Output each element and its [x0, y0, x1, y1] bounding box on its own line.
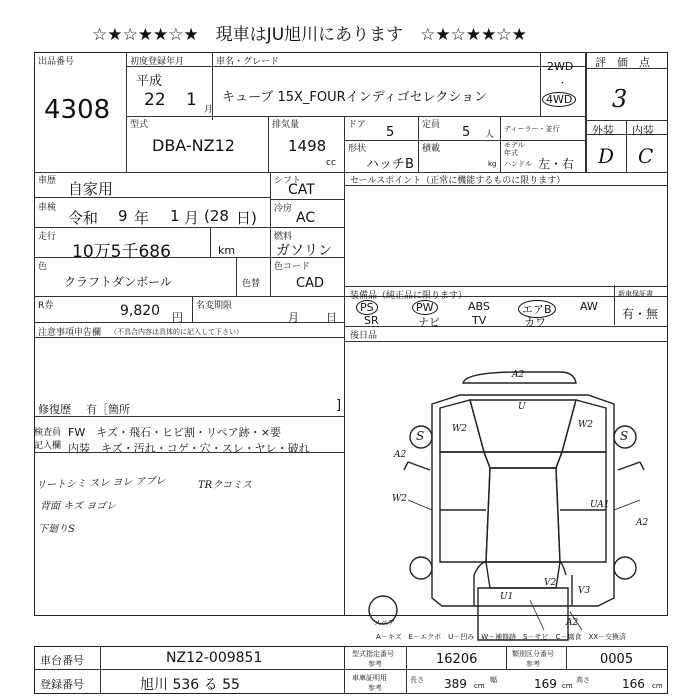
cert-label: 車庫証明用 — [352, 674, 387, 682]
shift-label: シフト — [274, 176, 302, 186]
equip-aw: AW — [580, 300, 598, 313]
dealer-label: ディーラー・並行 — [504, 125, 560, 133]
mirror-left — [404, 462, 430, 470]
mileage-label: 走行 — [38, 232, 57, 242]
handle-value: 左・右 — [538, 157, 575, 171]
cat-ref: 参考 — [368, 660, 382, 668]
equipment-label: 装備品（純正品に限ります） — [350, 291, 468, 301]
int-grade: C — [638, 144, 654, 168]
repair-bracket: ] — [336, 398, 342, 413]
mirror-right — [618, 462, 644, 470]
equip-tv: TV — [472, 314, 487, 327]
doors-label: ドア — [348, 120, 366, 130]
repair-label: 修復歴 — [38, 403, 71, 416]
int-label: 内装 — [632, 124, 654, 137]
roof — [486, 468, 560, 562]
r-tax-label: R券 — [38, 301, 54, 311]
mileage-value: 10万5千686 — [72, 242, 171, 262]
post-install-label: 後日品 — [350, 331, 378, 341]
cat-value: 16206 — [436, 652, 478, 667]
shaken-era: 令和 — [68, 209, 99, 227]
shaken-month: 1 — [170, 207, 180, 225]
r-tax-value: 9,820 — [120, 303, 161, 319]
ac-label: 冷房 — [274, 204, 293, 214]
ext-label: 外装 — [592, 124, 614, 137]
h-unit: cm — [652, 682, 663, 690]
drive-4wd: 4WD — [542, 92, 576, 107]
lot-number: 4308 — [44, 95, 111, 125]
displacement-label: 排気量 — [272, 120, 300, 130]
displacement-value: 1498 — [288, 137, 327, 155]
inspector-label2: 記入欄 — [34, 441, 62, 451]
cat-label: 型式指定番号 — [352, 650, 394, 658]
diag-a2-left: A2 — [394, 450, 407, 460]
diag-v3: V3 — [578, 586, 591, 596]
chassis-label: 車台番号 — [40, 654, 84, 667]
chassis-value: NZ12-009851 — [166, 650, 263, 666]
grade-label: 評 価 点 — [595, 56, 650, 69]
seats-unit: 人 — [485, 130, 495, 140]
diag-w2-left: W2 — [452, 424, 467, 434]
ac-value: AC — [296, 210, 316, 226]
load-unit: kg — [488, 160, 497, 168]
len-value: 389 — [444, 677, 467, 691]
history-value: 自家用 — [68, 180, 114, 198]
plate-label: 登録番号 — [40, 678, 84, 691]
r-tax-unit: 円 — [172, 311, 183, 324]
shaken-tsuki: 月 — [184, 209, 200, 227]
shaken-label: 車検 — [38, 203, 57, 213]
w-label: 幅 — [490, 676, 497, 684]
class-value: 0005 — [600, 652, 634, 667]
shaken-day: (28 — [204, 207, 229, 225]
handwritten-note-1: リートシミ スレ ヨレ アプレ — [35, 475, 166, 492]
equip-pw: PW — [412, 300, 438, 315]
cert-ref: 参考 — [368, 684, 382, 692]
first-reg-year: 22 — [144, 90, 166, 110]
diag-s-front: S — [416, 429, 425, 443]
shaken-nichi: 日) — [236, 209, 257, 227]
color-label: 色 — [38, 262, 48, 272]
diag-s-rear: S — [620, 429, 629, 443]
len-unit: cm — [474, 682, 485, 690]
w-value: 169 — [534, 677, 557, 691]
notes-label: 注意事項申告欄 — [38, 328, 102, 338]
equip-ps: PS — [356, 300, 378, 315]
plate-value: 旭川 536 る 55 — [140, 677, 240, 693]
grade-value: 3 — [612, 85, 628, 113]
class-ref: 参考 — [526, 660, 540, 668]
h-label: 高さ — [576, 676, 590, 684]
sales-point-label: セールスポイント（正常に機能するものに限ります） — [350, 176, 566, 186]
inspector-line2: 内装 キズ・汚れ・コゲ・穴・スレ・ヤレ・破れ — [68, 442, 310, 455]
handle-label: ハンドル — [504, 160, 532, 168]
equip-leather: カワ — [524, 316, 546, 329]
history-label: 車歴 — [38, 176, 57, 186]
color-change-label: 色替 — [242, 279, 261, 289]
class-label: 類別区分番号 — [512, 650, 554, 658]
type-label: 型式 — [130, 120, 149, 130]
equip-abs: ABS — [468, 300, 490, 313]
len-label: 長さ — [410, 676, 424, 684]
deadline-day: 日 — [326, 311, 337, 324]
seats-value: 5 — [462, 125, 471, 140]
diag-a2-rear: A2 — [636, 518, 649, 528]
first-reg-month: 1 — [186, 90, 197, 110]
wheel-rear-right — [614, 557, 636, 579]
equip-airbag: エアB — [518, 300, 556, 318]
first-reg-month-unit: 月 — [204, 105, 214, 115]
diag-v2: V2 — [544, 578, 557, 588]
load-label: 積載 — [422, 144, 441, 154]
doors-value: 5 — [386, 125, 395, 140]
handwritten-note-4: TRクコミス — [198, 480, 252, 491]
handwritten-note-3: 下廻りS — [38, 524, 75, 535]
diag-w2-right: W2 — [578, 420, 593, 430]
diag-ua1: UA1 — [590, 500, 610, 510]
fuel-label: 燃料 — [274, 232, 293, 242]
shaken-year: 9 — [118, 207, 128, 225]
h-value: 166 — [622, 677, 645, 691]
shift-value: CAT — [288, 182, 315, 198]
diag-spare: スペア — [374, 619, 395, 627]
seats-label: 定員 — [422, 120, 441, 130]
type-value: DBA-NZ12 — [152, 136, 235, 155]
diag-a2-top: A2 — [512, 370, 525, 380]
displacement-unit: cc — [326, 158, 336, 168]
equip-navi: ナビ — [418, 316, 440, 329]
wheel-rear-left — [410, 557, 432, 579]
color-code-label: 色コード — [274, 262, 311, 272]
damage-legend: A－キズ E－エクボ U－凹み W－補修跡 S－サビ C－腐食 XX－交換済 — [376, 633, 627, 641]
inspector-label: 検査員 — [34, 428, 62, 438]
ext-grade: D — [598, 144, 615, 168]
mileage-unit: km — [218, 244, 236, 257]
body-value: ハッチB — [366, 157, 414, 172]
guarantee-label: 新車保証書 — [618, 290, 653, 298]
inspector-line1: FW キズ・飛石・ヒビ割・リペア跡・×要 — [68, 426, 281, 439]
repair-value: 有［箇所 — [86, 403, 130, 416]
lot-label: 出品番号 — [38, 57, 75, 67]
deadline-label: 名変期限 — [196, 301, 233, 311]
diag-u-hood: U — [518, 402, 526, 412]
handwritten-note-2: 背面 キズ ヨゴレ — [40, 501, 117, 512]
fuel-value: ガソリン — [276, 243, 332, 259]
header-title: ☆★☆★★☆★ 現車はJU旭川にあります ☆★☆★★☆★ — [92, 25, 527, 45]
color-value: クラフトダンボール — [64, 275, 172, 289]
diag-u1: U1 — [500, 592, 514, 602]
model-label: キューブ 15X_FOURインディゴセレクション — [222, 90, 488, 105]
guarantee-value: 有・無 — [622, 307, 659, 321]
drive-2wd: 2WD — [547, 60, 574, 73]
first-reg-era: 平成 — [136, 74, 163, 89]
w-unit: cm — [562, 682, 573, 690]
shaken-nen: 年 — [134, 209, 150, 227]
windshield — [484, 452, 562, 468]
body-label: 形状 — [348, 144, 367, 154]
deadline-month: 月 — [288, 311, 299, 324]
color-code-value: CAD — [296, 276, 324, 291]
drive-dot: ・ — [558, 79, 568, 89]
model-header-label: 車名・グレード — [216, 57, 280, 67]
diag-w2-side: W2 — [392, 494, 407, 504]
notes-sub: （不具合内容は具体的に記入して下さい） — [110, 328, 243, 336]
diag-a2-btm: A2 — [566, 618, 579, 628]
first-reg-label: 初度登録年月 — [130, 57, 185, 67]
equip-sr: SR — [364, 314, 379, 327]
model-year-label: モデル年式 — [504, 141, 525, 157]
